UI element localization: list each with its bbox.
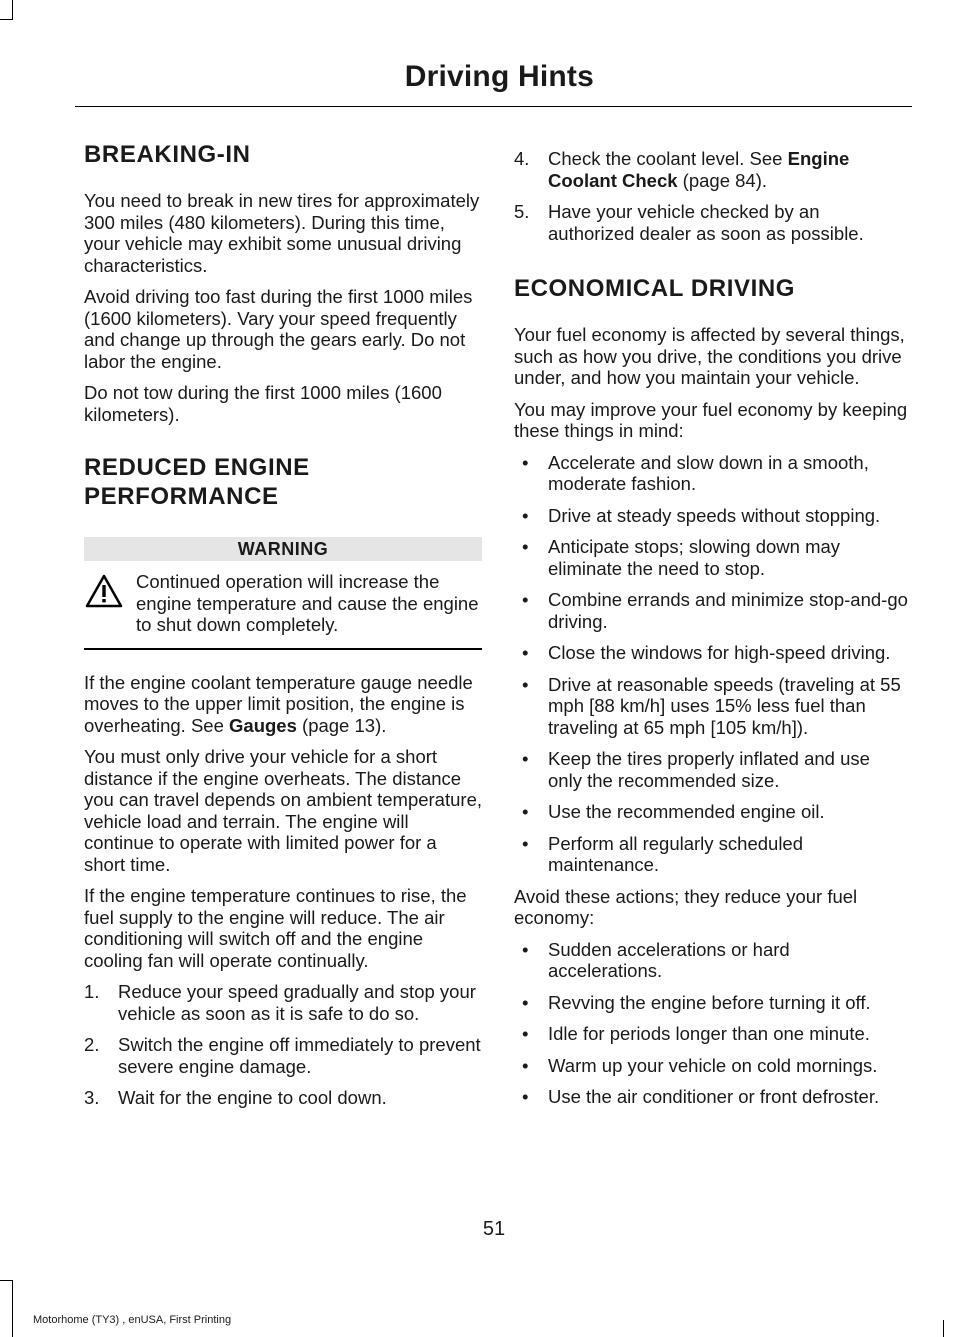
bullet: • bbox=[522, 451, 529, 473]
list-item bbox=[84, 1087, 482, 1109]
paragraph: You need to break in new tires for approximately 300 miles (480 kilometers). During this time, your vehicle may exhibit some unusual driving characteristics. bbox=[84, 190, 480, 276]
list-item bbox=[514, 992, 908, 1014]
list-item bbox=[514, 801, 908, 823]
header-divider bbox=[75, 106, 912, 107]
paragraph: Avoid driving too fast during the first 1000 miles (1600 kilometers). Vary your speed frequently and change up through the gears early. Do not labor the engine. bbox=[84, 286, 473, 372]
avoid-actions-list bbox=[514, 939, 908, 1108]
paragraph: Your fuel economy is affected by several things, such as how you drive, the conditions you drive under, and how you maintain your vehicle. bbox=[514, 324, 905, 388]
list-item bbox=[514, 589, 908, 632]
section-heading-economical-driving: ECONOMICAL DRIVING bbox=[514, 275, 796, 302]
list-item bbox=[514, 1023, 908, 1045]
list-item bbox=[514, 452, 908, 495]
step-number: 4. bbox=[514, 148, 530, 169]
step-text: Wait for the engine to cool down. bbox=[118, 1087, 387, 1108]
page-header-title: Driving Hints bbox=[404, 60, 594, 93]
heading-line: REDUCED ENGINE bbox=[84, 454, 310, 481]
heading-line: PERFORMANCE bbox=[84, 483, 279, 510]
steps-list bbox=[84, 981, 482, 1109]
avoid-text: Sudden accelerations or hard accelerations. bbox=[548, 938, 790, 981]
section-heading-reduced-engine bbox=[84, 453, 482, 511]
xref-gauges-link[interactable]: Gauges bbox=[229, 714, 297, 736]
steps-list-continued bbox=[514, 148, 908, 244]
bullet: • bbox=[522, 1086, 529, 1107]
tip-text: Use the recommended engine oil. bbox=[548, 801, 825, 822]
tip-text: Keep the tires properly inflated and use only the recommended size. bbox=[548, 748, 870, 791]
text: (page 84). bbox=[677, 169, 768, 191]
step-number: 5. bbox=[514, 201, 530, 222]
crop-mark bbox=[0, 19, 13, 20]
crop-mark bbox=[12, 1280, 13, 1337]
bullet: • bbox=[522, 642, 529, 663]
list-item bbox=[84, 1034, 482, 1077]
step-text: Have your vehicle checked by an authorized dealer as soon as possible. bbox=[548, 201, 864, 244]
tip-text: Anticipate stops; slowing down may eliminate the need to stop. bbox=[548, 536, 841, 579]
xref-engine-coolant-check-link[interactable]: Engine Coolant Check bbox=[548, 148, 850, 191]
fuel-tips-list bbox=[514, 452, 908, 876]
crop-mark bbox=[0, 1280, 13, 1281]
tip-text: Drive at steady speeds without stopping. bbox=[548, 504, 881, 526]
left-column bbox=[84, 140, 482, 1119]
paragraph: Avoid these actions; they reduce your fuel economy: bbox=[514, 885, 858, 928]
warning-label: WARNING bbox=[84, 537, 482, 561]
crop-mark bbox=[12, 0, 13, 20]
right-column bbox=[514, 148, 908, 1118]
text: If the engine coolant temperature gauge needle moves to the upper limit position, the engine is overheating. See bbox=[84, 671, 473, 736]
bullet: • bbox=[522, 801, 529, 822]
paragraph bbox=[84, 672, 482, 737]
list-item bbox=[514, 833, 908, 876]
tip-text: Combine errands and minimize stop-and-go driving. bbox=[548, 589, 908, 632]
step-number: 1. bbox=[84, 981, 100, 1002]
list-item bbox=[514, 536, 908, 579]
crop-mark bbox=[943, 1320, 944, 1337]
bullet: • bbox=[522, 938, 529, 960]
paragraph: Do not tow during the first 1000 miles (1600 kilometers). bbox=[84, 382, 442, 425]
bullet: • bbox=[522, 991, 529, 1013]
avoid-text: Use the air conditioner or front defroster. bbox=[548, 1086, 880, 1107]
bullet: • bbox=[522, 748, 529, 769]
bullet: • bbox=[522, 589, 529, 610]
bullet: • bbox=[522, 673, 529, 695]
bullet: • bbox=[522, 1054, 529, 1076]
bullet: • bbox=[522, 832, 529, 854]
warning-box bbox=[84, 537, 482, 650]
tip-text: Accelerate and slow down in a smooth, moderate fashion. bbox=[548, 451, 869, 494]
paragraph: If the engine temperature continues to rise, the fuel supply to the engine will reduce. The air conditioning will switch off and the engine cooling fan will operate continually. bbox=[84, 885, 467, 971]
bullet: • bbox=[522, 504, 529, 526]
footer-text: Motorhome (TY3) , enUSA, First Printing bbox=[33, 1314, 232, 1326]
warning-body bbox=[84, 561, 482, 650]
tip-text: Drive at reasonable speeds (traveling at 55 mph [88 km/h] uses 15% less fuel than traveling at 65 mph [105 km/h]). bbox=[548, 673, 901, 738]
list-item bbox=[514, 674, 908, 739]
text: Check the coolant level. See bbox=[548, 148, 788, 169]
avoid-text: Warm up your vehicle on cold mornings. bbox=[548, 1054, 878, 1076]
tip-text: Close the windows for high-speed driving. bbox=[548, 642, 891, 663]
step-text: Reduce your speed gradually and stop your vehicle as soon as it is safe to do so. bbox=[118, 981, 476, 1024]
bullet: • bbox=[522, 1023, 529, 1044]
list-item bbox=[514, 1086, 908, 1108]
list-item bbox=[514, 939, 908, 982]
paragraph: You may improve your fuel economy by keeping these things in mind: bbox=[514, 398, 908, 441]
paragraph: You must only drive your vehicle for a short distance if the engine overheats. The distance you can travel depends on ambient temperature, vehicle load and terrain. The engine will continue to operate with limited power for a short time. bbox=[84, 746, 482, 875]
tip-text: Perform all regularly scheduled maintenance. bbox=[548, 832, 804, 875]
page-number: 51 bbox=[482, 1218, 506, 1240]
bullet: • bbox=[522, 536, 529, 557]
avoid-text: Idle for periods longer than one minute. bbox=[548, 1023, 870, 1044]
text: (page 13). bbox=[296, 714, 387, 736]
list-item bbox=[84, 981, 482, 1024]
warning-text: Continued operation will increase the engine temperature and cause the engine to shut down completely. bbox=[136, 571, 479, 635]
avoid-text: Revving the engine before turning it off. bbox=[548, 991, 871, 1013]
warning-triangle-icon bbox=[84, 571, 128, 636]
list-item bbox=[514, 1055, 908, 1077]
list-item bbox=[514, 201, 908, 244]
step-number: 3. bbox=[84, 1087, 100, 1108]
list-item bbox=[514, 748, 908, 791]
step-number: 2. bbox=[84, 1034, 100, 1055]
list-item bbox=[514, 148, 908, 191]
step-text: Switch the engine off immediately to prevent severe engine damage. bbox=[118, 1034, 481, 1077]
section-heading-breaking-in: BREAKING-IN bbox=[84, 141, 251, 168]
list-item bbox=[514, 642, 908, 664]
list-item bbox=[514, 505, 908, 527]
